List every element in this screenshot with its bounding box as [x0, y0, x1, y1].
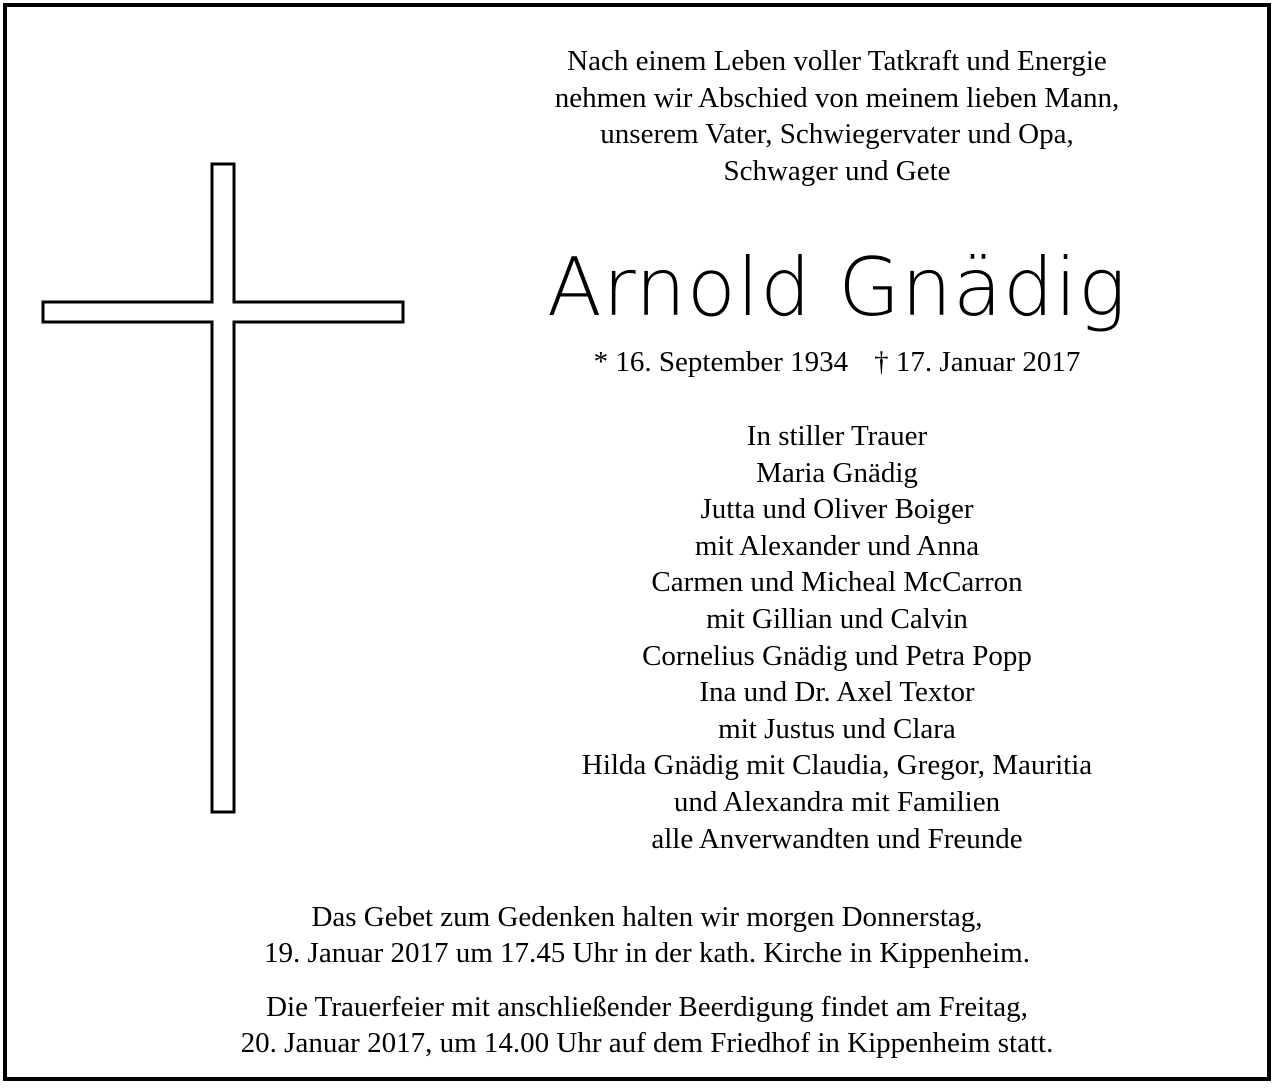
mourners-list — [487, 418, 1187, 857]
death-date: † 17. Januar 2017 — [874, 346, 1081, 378]
intro-line: Nach einem Leben voller Tatkraft und Energie — [567, 45, 1107, 77]
notice-line: 20. Januar 2017, um 14.00 Uhr auf dem Friedhof in Kippenheim statt. — [240, 1027, 1054, 1059]
funeral-notice — [47, 989, 1247, 1061]
mourner-line: mit Gillian und Calvin — [706, 602, 968, 635]
cross-icon — [41, 162, 407, 815]
life-dates — [487, 344, 1187, 380]
birth-date: * 16. September 1934 — [593, 346, 849, 378]
notice-line: 19. Januar 2017 um 17.45 Uhr in der kath. Kirche in Kippenheim. — [264, 937, 1030, 969]
intro-text — [487, 43, 1187, 189]
mourner-line: Jutta und Oliver Boiger — [700, 493, 974, 526]
mourner-line: Cornelius Gnädig und Petra Popp — [642, 639, 1032, 672]
mourner-line: Ina und Dr. Axel Textor — [699, 676, 975, 709]
mourner-line: Maria Gnädig — [756, 456, 918, 489]
intro-line: Schwager und Gete — [723, 154, 951, 187]
mourner-line: mit Alexander und Anna — [694, 529, 980, 562]
notice-line: Das Gebet zum Gedenken halten wir morgen Donnerstag, — [311, 901, 983, 933]
notice-line: Die Trauerfeier mit anschließender Beerdigung findet am Freitag, — [266, 991, 1028, 1023]
mourner-line: In stiller Trauer — [746, 420, 928, 452]
mourner-line: und Alexandra mit Familien — [673, 785, 1001, 818]
mourner-line: Hilda Gnädig mit Claudia, Gregor, Mauritia — [581, 749, 1093, 782]
obituary-frame — [3, 3, 1271, 1081]
mourner-line: mit Justus und Clara — [718, 712, 956, 745]
mourner-line: Carmen und Micheal McCarron — [651, 566, 1023, 599]
intro-line: nehmen wir Abschied von meinem lieben Mann, — [554, 81, 1120, 114]
intro-line: unserem Vater, Schwiegervater und Opa, — [600, 118, 1074, 150]
prayer-notice — [47, 899, 1247, 971]
deceased-name: Arnold Gnädig — [546, 241, 1128, 334]
mourner-line: alle Anverwandten und Freunde — [651, 822, 1023, 855]
